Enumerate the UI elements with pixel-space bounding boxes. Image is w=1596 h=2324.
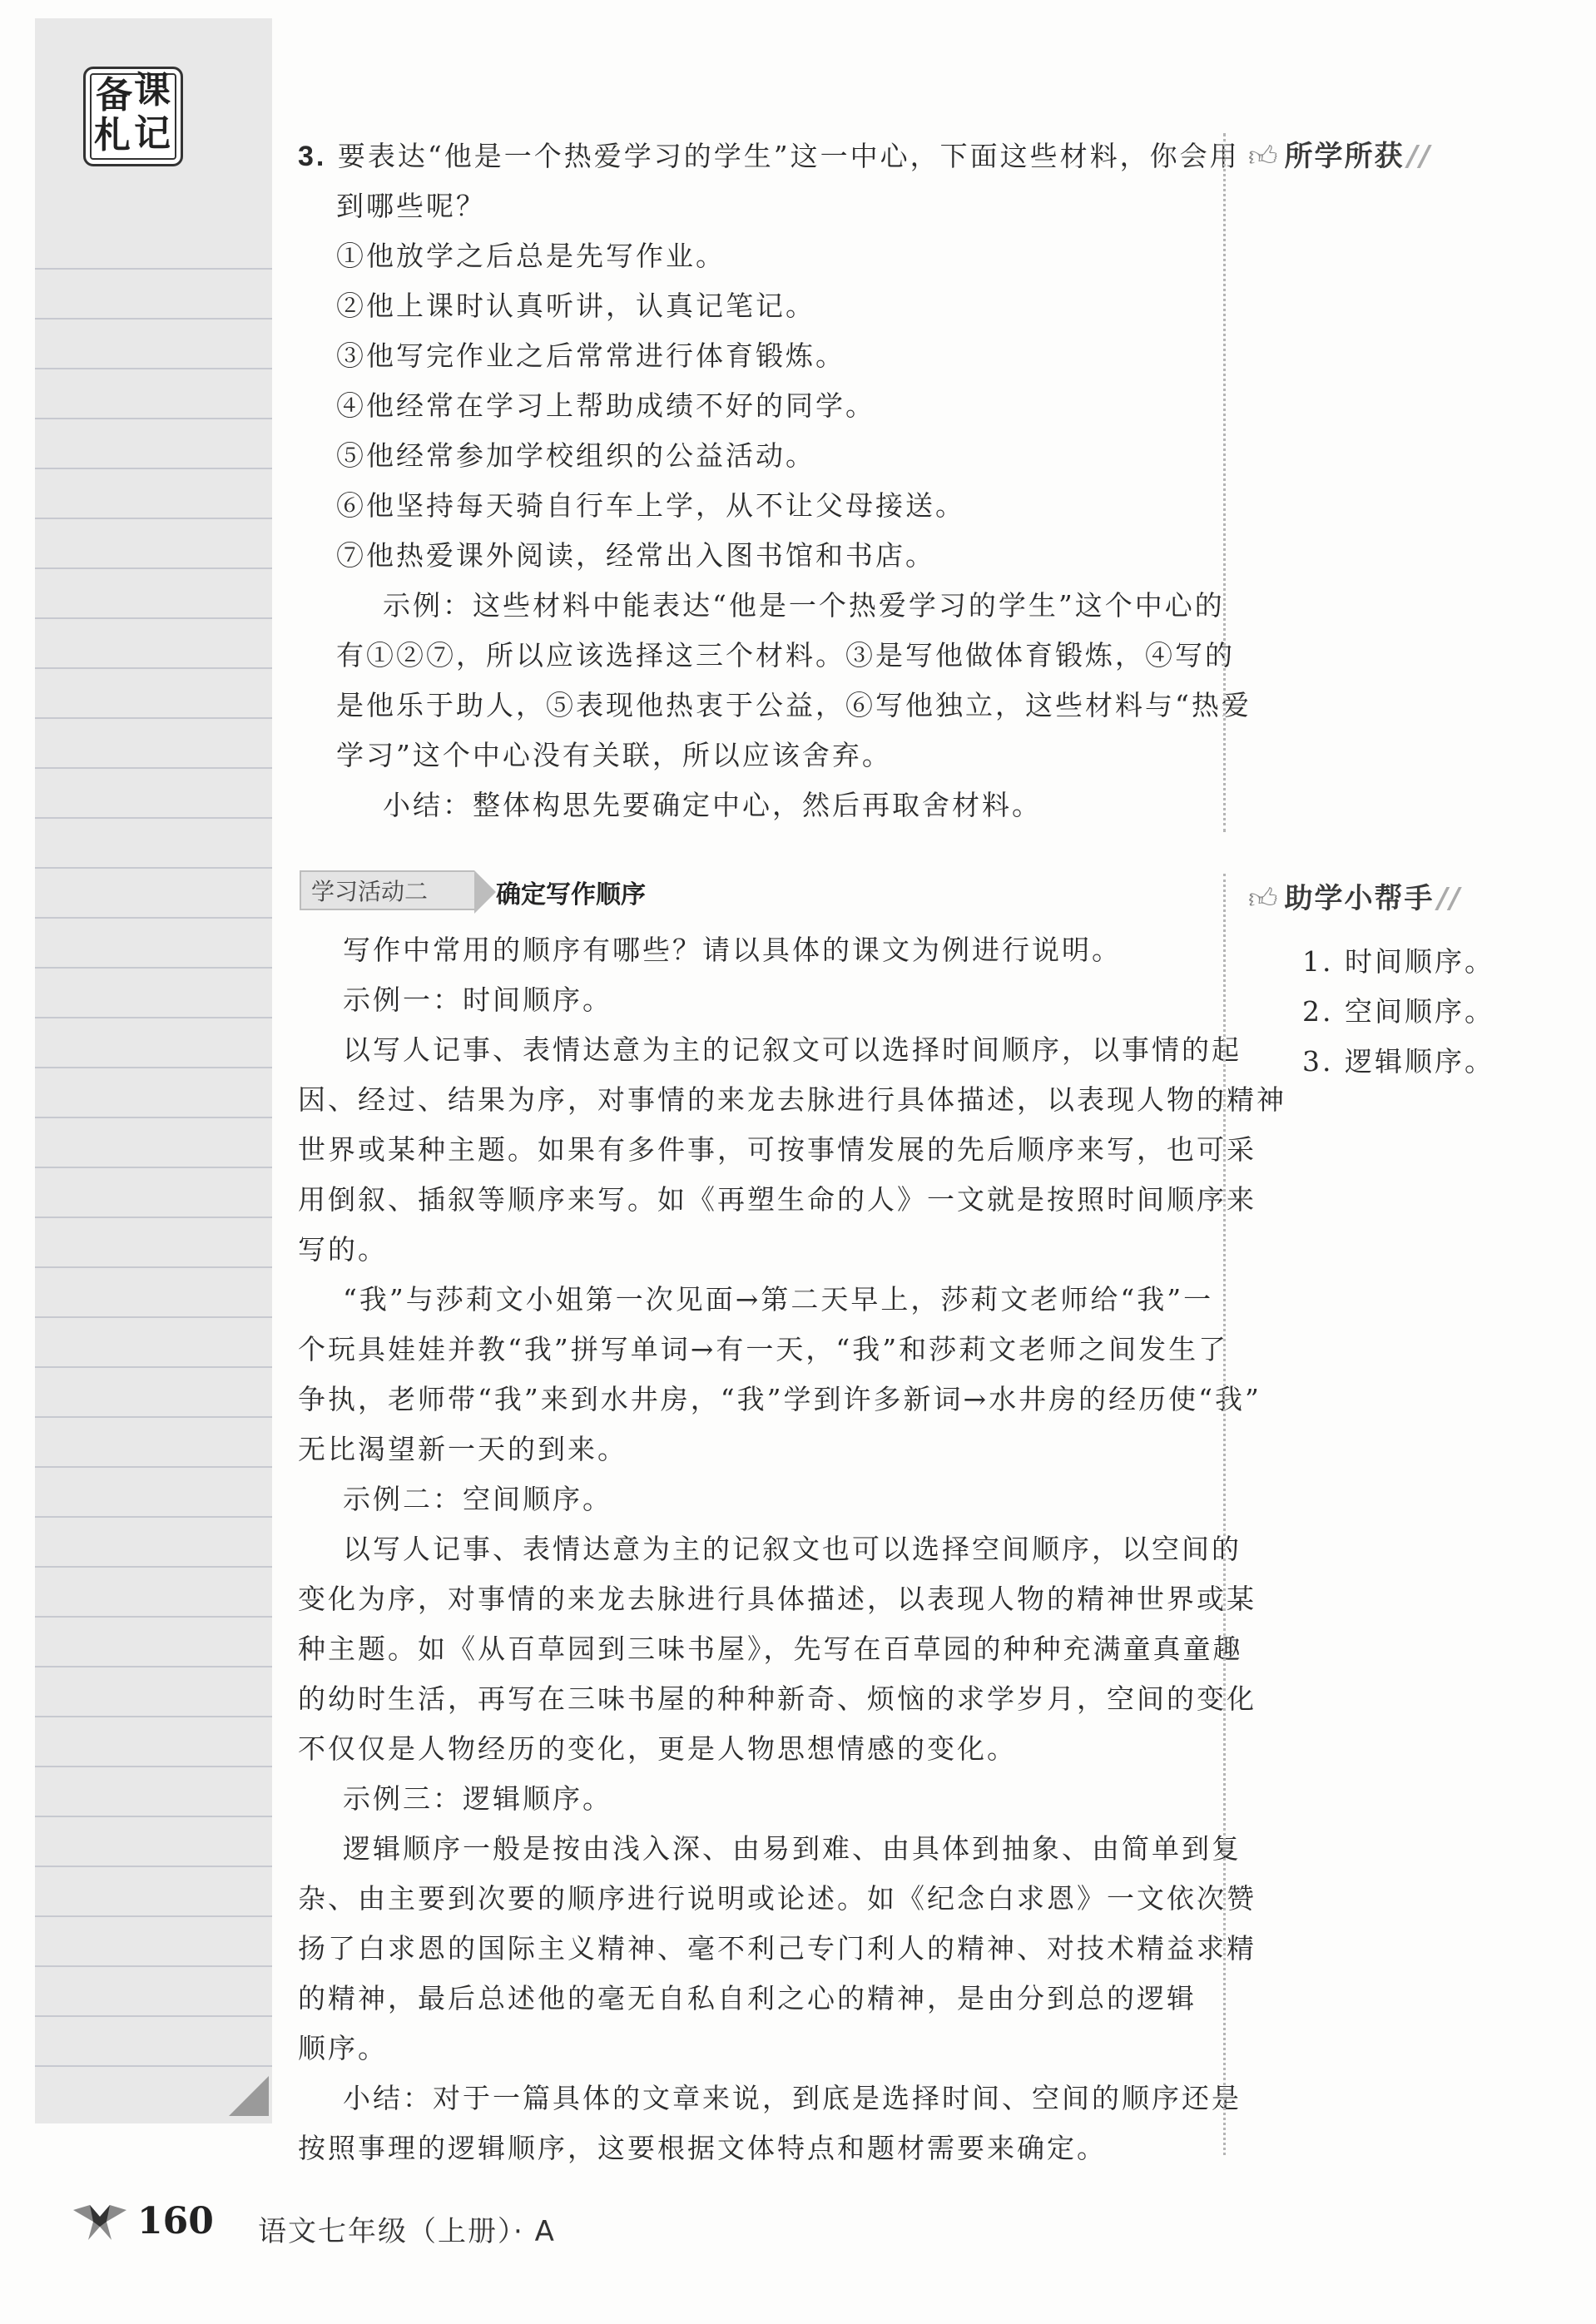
paragraph-line: 写作中常用的顺序有哪些？请以具体的课文为例进行说明。 bbox=[343, 934, 1122, 966]
paragraph-line: “我”与莎莉文小姐第一次见面→第二天早上，莎莉文老师给“我”一 bbox=[343, 1283, 1214, 1316]
page-fold-corner bbox=[229, 2076, 269, 2116]
paragraph-line: 争执，老师带“我”来到水井房，“我”学到许多新词→水井房的经历使“我” bbox=[298, 1383, 1261, 1415]
option-item: ①他放学之后总是先写作业。 bbox=[336, 240, 726, 272]
paragraph-line: 因、经过、结果为序，对事情的来龙去脉进行具体描述，以表现人物的精神 bbox=[298, 1083, 1286, 1116]
page-corner-icon bbox=[73, 2205, 126, 2240]
margin-divider bbox=[1223, 874, 1226, 2155]
logo-char: 记 bbox=[134, 112, 171, 155]
summary-text: 小结：对于一篇具体的文章来说，到底是选择时间、空间的顺序还是 bbox=[343, 2082, 1242, 2114]
activity-title: 确定写作顺序 bbox=[496, 880, 646, 909]
margin-divider bbox=[1223, 133, 1226, 832]
paragraph-line: 种主题。如《从百草园到三味书屋》，先写在百草园的种种充满童真童趣 bbox=[298, 1633, 1243, 1665]
paragraph-line: 无比渴望新一天的到来。 bbox=[298, 1433, 627, 1465]
notes-column bbox=[35, 18, 272, 2123]
activity-tag: 学习活动二 bbox=[300, 870, 474, 910]
paragraph-line: 顺序。 bbox=[298, 2032, 388, 2064]
summary-text: 按照事理的逻辑顺序，这要根据文体特点和题材需要来确定。 bbox=[298, 2132, 1107, 2164]
option-item: ③他写完作业之后常常进行体育锻炼。 bbox=[336, 339, 845, 372]
thumbs-up-icon: 👍︎ bbox=[1248, 140, 1280, 173]
logo-char: 课 bbox=[134, 69, 171, 111]
paragraph-line: 的幼时生活，再写在三味书屋的种种新奇、烦恼的求学岁月，空间的变化 bbox=[298, 1682, 1256, 1715]
logo-char: 备 bbox=[96, 74, 132, 116]
paragraph-line: 以写人记事、表情达意为主的记叙文可以选择时间顺序，以事情的起 bbox=[343, 1033, 1242, 1066]
page-number: 160 bbox=[137, 2200, 214, 2242]
helper-heading: 👍︎ 助学小帮手 // bbox=[1248, 882, 1462, 915]
accent-marks-icon: // bbox=[1407, 140, 1432, 173]
question-text: 要表达“他是一个热爱学习的学生”这一中心，下面这些材料，你会用 bbox=[337, 140, 1240, 172]
example-heading: 示例三：逻辑顺序。 bbox=[343, 1782, 612, 1815]
option-item: ④他经常在学习上帮助成绩不好的同学。 bbox=[336, 389, 875, 422]
accent-marks-icon: // bbox=[1437, 882, 1462, 915]
question-number: 3. bbox=[298, 141, 327, 172]
paragraph-line: 个玩具娃娃并教“我”拼写单词→有一天，“我”和莎莉文老师之间发生了 bbox=[298, 1333, 1229, 1365]
thumbs-up-icon: 👍︎ bbox=[1248, 882, 1280, 915]
helper-item: 1. 时间顺序。 bbox=[1302, 945, 1494, 978]
paragraph-line: 逻辑顺序一般是按由浅入深、由易到难、由具体到抽象、由简单到复 bbox=[343, 1832, 1242, 1865]
option-item: ⑤他经常参加学校组织的公益活动。 bbox=[336, 439, 815, 472]
book-title: 语文七年级（上册）· A bbox=[258, 2215, 556, 2248]
paragraph-line: 写的。 bbox=[298, 1233, 388, 1266]
answer-text: 示例：这些材料中能表达“他是一个热爱学习的学生”这个中心的 bbox=[383, 589, 1225, 622]
answer-text: 有①②⑦，所以应该选择这三个材料。③是写他做体育锻炼，④写的 bbox=[336, 639, 1235, 671]
answer-text: 学习”这个中心没有关联，所以应该舍弃。 bbox=[336, 739, 892, 771]
learned-heading: 👍︎ 所学所获 // bbox=[1248, 140, 1432, 173]
paragraph-line: 世界或某种主题。如果有多件事，可按事情发展的先后顺序来写，也可采 bbox=[298, 1133, 1256, 1166]
paragraph-line: 以写人记事、表情达意为主的记叙文也可以选择空间顺序，以空间的 bbox=[343, 1533, 1242, 1565]
example-heading: 示例二：空间顺序。 bbox=[343, 1483, 612, 1515]
option-item: ②他上课时认真听讲，认真记笔记。 bbox=[336, 290, 815, 322]
helper-item: 3. 逻辑顺序。 bbox=[1302, 1045, 1494, 1078]
logo-char: 札 bbox=[94, 114, 131, 156]
notes-logo bbox=[83, 67, 183, 166]
answer-text: 是他乐于助人，⑤表现他热衷于公益，⑥写他独立，这些材料与“热爱 bbox=[336, 689, 1252, 721]
example-heading: 示例一：时间顺序。 bbox=[343, 984, 612, 1016]
option-item: ⑦他热爱课外阅读，经常出入图书馆和书店。 bbox=[336, 539, 935, 572]
question-text: 到哪些呢？ bbox=[336, 190, 486, 222]
paragraph-line: 的精神，最后总述他的毫无自私自利之心的精神，是由分到总的逻辑 bbox=[298, 1982, 1197, 2014]
paragraph-line: 变化为序，对事情的来龙去脉进行具体描述，以表现人物的精神世界或某 bbox=[298, 1583, 1256, 1615]
helper-item: 2. 空间顺序。 bbox=[1302, 995, 1494, 1028]
summary-text: 小结：整体构思先要确定中心，然后再取舍材料。 bbox=[383, 789, 1042, 821]
paragraph-line: 杂、由主要到次要的顺序进行说明或论述。如《纪念白求恩》一文依次赞 bbox=[298, 1882, 1256, 1915]
option-item: ⑥他坚持每天骑自行车上学，从不让父母接送。 bbox=[336, 489, 965, 522]
paragraph-line: 用倒叙、插叙等顺序来写。如《再塑生命的人》一文就是按照时间顺序来 bbox=[298, 1183, 1256, 1216]
paragraph-line: 扬了白求恩的国际主义精神、毫不利己专门利人的精神、对技术精益求精 bbox=[298, 1932, 1256, 1965]
paragraph-line: 不仅仅是人物经历的变化，更是人物思想情感的变化。 bbox=[298, 1732, 1017, 1765]
